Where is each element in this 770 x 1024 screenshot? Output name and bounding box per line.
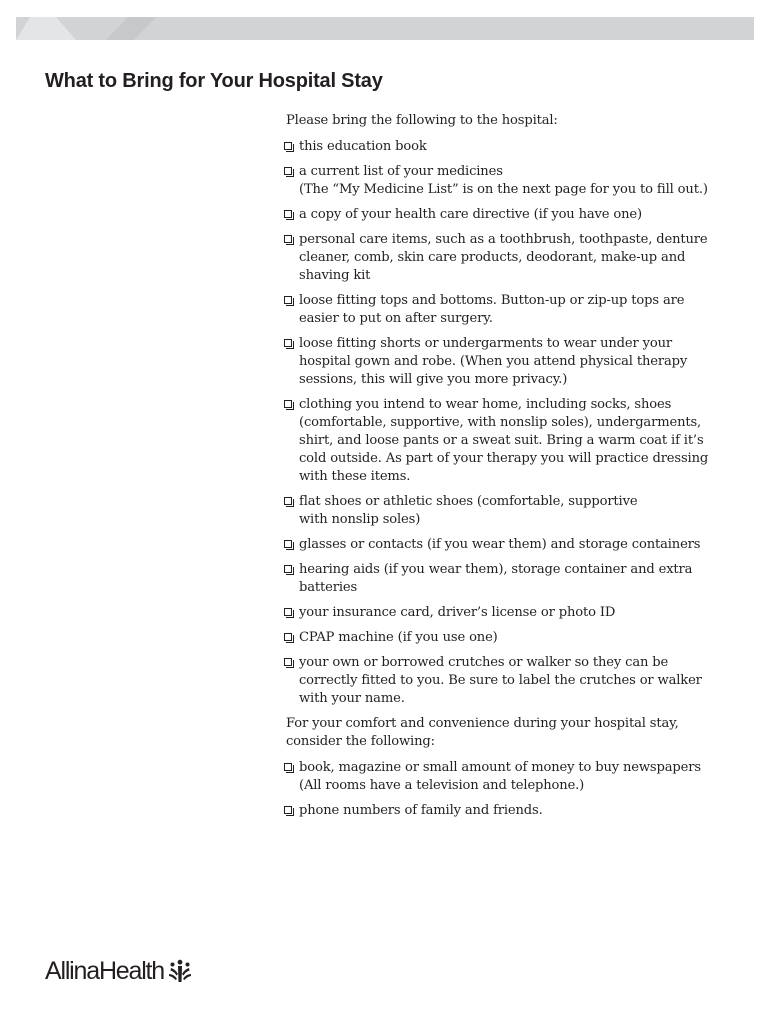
checklist-item-text: a current list of your medicines <box>299 164 503 179</box>
checkbox-icon <box>284 339 292 347</box>
checklist-item-text: your own or borrowed crutches or walker so they can be <box>299 655 669 670</box>
checklist-item-text: with nonslip soles) <box>299 512 421 527</box>
checklist-item-text: (comfortable, supportive, with nonslip soles), undergarments, <box>299 415 702 430</box>
page-title: What to Bring for Your Hospital Stay <box>45 70 383 92</box>
checklist-item <box>283 629 728 647</box>
allina-health-logo-icon <box>168 959 192 983</box>
checklist-item <box>283 231 728 285</box>
checkbox-icon <box>284 296 292 304</box>
checklist-item-text: this education book <box>299 139 427 154</box>
header-banner <box>16 17 754 40</box>
checkbox-icon <box>284 565 292 573</box>
checklist-item-text: (The “My Medicine List” is on the next page for you to fill out.) <box>299 182 708 197</box>
bring-checklist <box>283 138 728 708</box>
intro-text: Please bring the following to the hospital: <box>286 113 558 128</box>
checklist-item-text: shaving kit <box>299 268 371 283</box>
checkbox-icon <box>284 633 292 641</box>
checklist-item <box>283 163 728 199</box>
checkbox-icon <box>284 608 292 616</box>
checklist-item-text: clothing you intend to wear home, including socks, shoes <box>299 397 672 412</box>
checkbox-icon <box>284 142 292 150</box>
checklist-item <box>283 206 728 224</box>
checklist-item-text: loose fitting tops and bottoms. Button-up or zip-up tops are <box>299 293 685 308</box>
checklist-item-text: loose fitting shorts or undergarments to wear under your <box>299 336 672 351</box>
checkbox-icon <box>284 167 292 175</box>
checklist-item <box>283 493 728 529</box>
checklist-item-text: glasses or contacts (if you wear them) and storage containers <box>299 537 701 552</box>
checklist-item-text: personal care items, such as a toothbrush, toothpaste, denture <box>299 232 708 247</box>
checkbox-icon <box>284 235 292 243</box>
checklist-item <box>283 802 728 820</box>
checklist-item-text: hearing aids (if you wear them), storage container and extra <box>299 562 693 577</box>
checklist-item-text: book, magazine or small amount of money to buy newspapers <box>299 760 701 775</box>
checklist-item-text: with these items. <box>299 469 411 484</box>
checklist-item <box>283 604 728 622</box>
checkbox-icon <box>284 763 292 771</box>
checklist-item <box>283 335 728 389</box>
logo-wordmark: AllinaHealth <box>45 956 165 985</box>
checklist-item-text: batteries <box>299 580 358 595</box>
checklist-item <box>283 536 728 554</box>
checkbox-icon <box>284 658 292 666</box>
checklist-item-text: CPAP machine (if you use one) <box>299 630 498 645</box>
checkbox-icon <box>284 210 292 218</box>
checklist-item-text: flat shoes or athletic shoes (comfortable, supportive <box>299 494 638 509</box>
checklist-content <box>283 112 728 827</box>
comfort-checklist <box>283 759 728 820</box>
checkbox-icon <box>284 497 292 505</box>
checklist-item <box>283 138 728 156</box>
checklist-item <box>283 396 728 486</box>
checkbox-icon <box>284 806 292 814</box>
checklist-item-text: sessions, this will give you more privacy.) <box>299 372 568 387</box>
checklist-item-text: cold outside. As part of your therapy you will practice dressing <box>299 451 709 466</box>
checklist-item-text: with your name. <box>299 691 405 706</box>
comfort-intro <box>286 715 728 751</box>
comfort-intro-line: For your comfort and convenience during your hospital stay, <box>286 716 679 731</box>
checklist-item-text: (All rooms have a television and telephone.) <box>299 778 585 793</box>
banner-decoration <box>16 17 754 40</box>
checklist-item-text: easier to put on after surgery. <box>299 311 493 326</box>
checklist-item <box>283 561 728 597</box>
checklist-item-text: phone numbers of family and friends. <box>299 803 543 818</box>
checklist-item <box>283 654 728 708</box>
comfort-intro-line: consider the following: <box>286 734 435 749</box>
checklist-item-text: your insurance card, driver’s license or photo ID <box>299 605 616 620</box>
checklist-item-text: a copy of your health care directive (if you have one) <box>299 207 642 222</box>
checkbox-icon <box>284 540 292 548</box>
checklist-item-text: cleaner, comb, skin care products, deodorant, make-up and <box>299 250 686 265</box>
checklist-item-text: shirt, and loose pants or a sweat suit. Bring a warm coat if it’s <box>299 433 704 448</box>
checklist-item-text: hospital gown and robe. (When you attend physical therapy <box>299 354 688 369</box>
checklist-item-text: correctly fitted to you. Be sure to label the crutches or walker <box>299 673 702 688</box>
checklist-item <box>283 292 728 328</box>
checkbox-icon <box>284 400 292 408</box>
checklist-item <box>283 759 728 795</box>
allina-health-logo <box>45 955 192 987</box>
